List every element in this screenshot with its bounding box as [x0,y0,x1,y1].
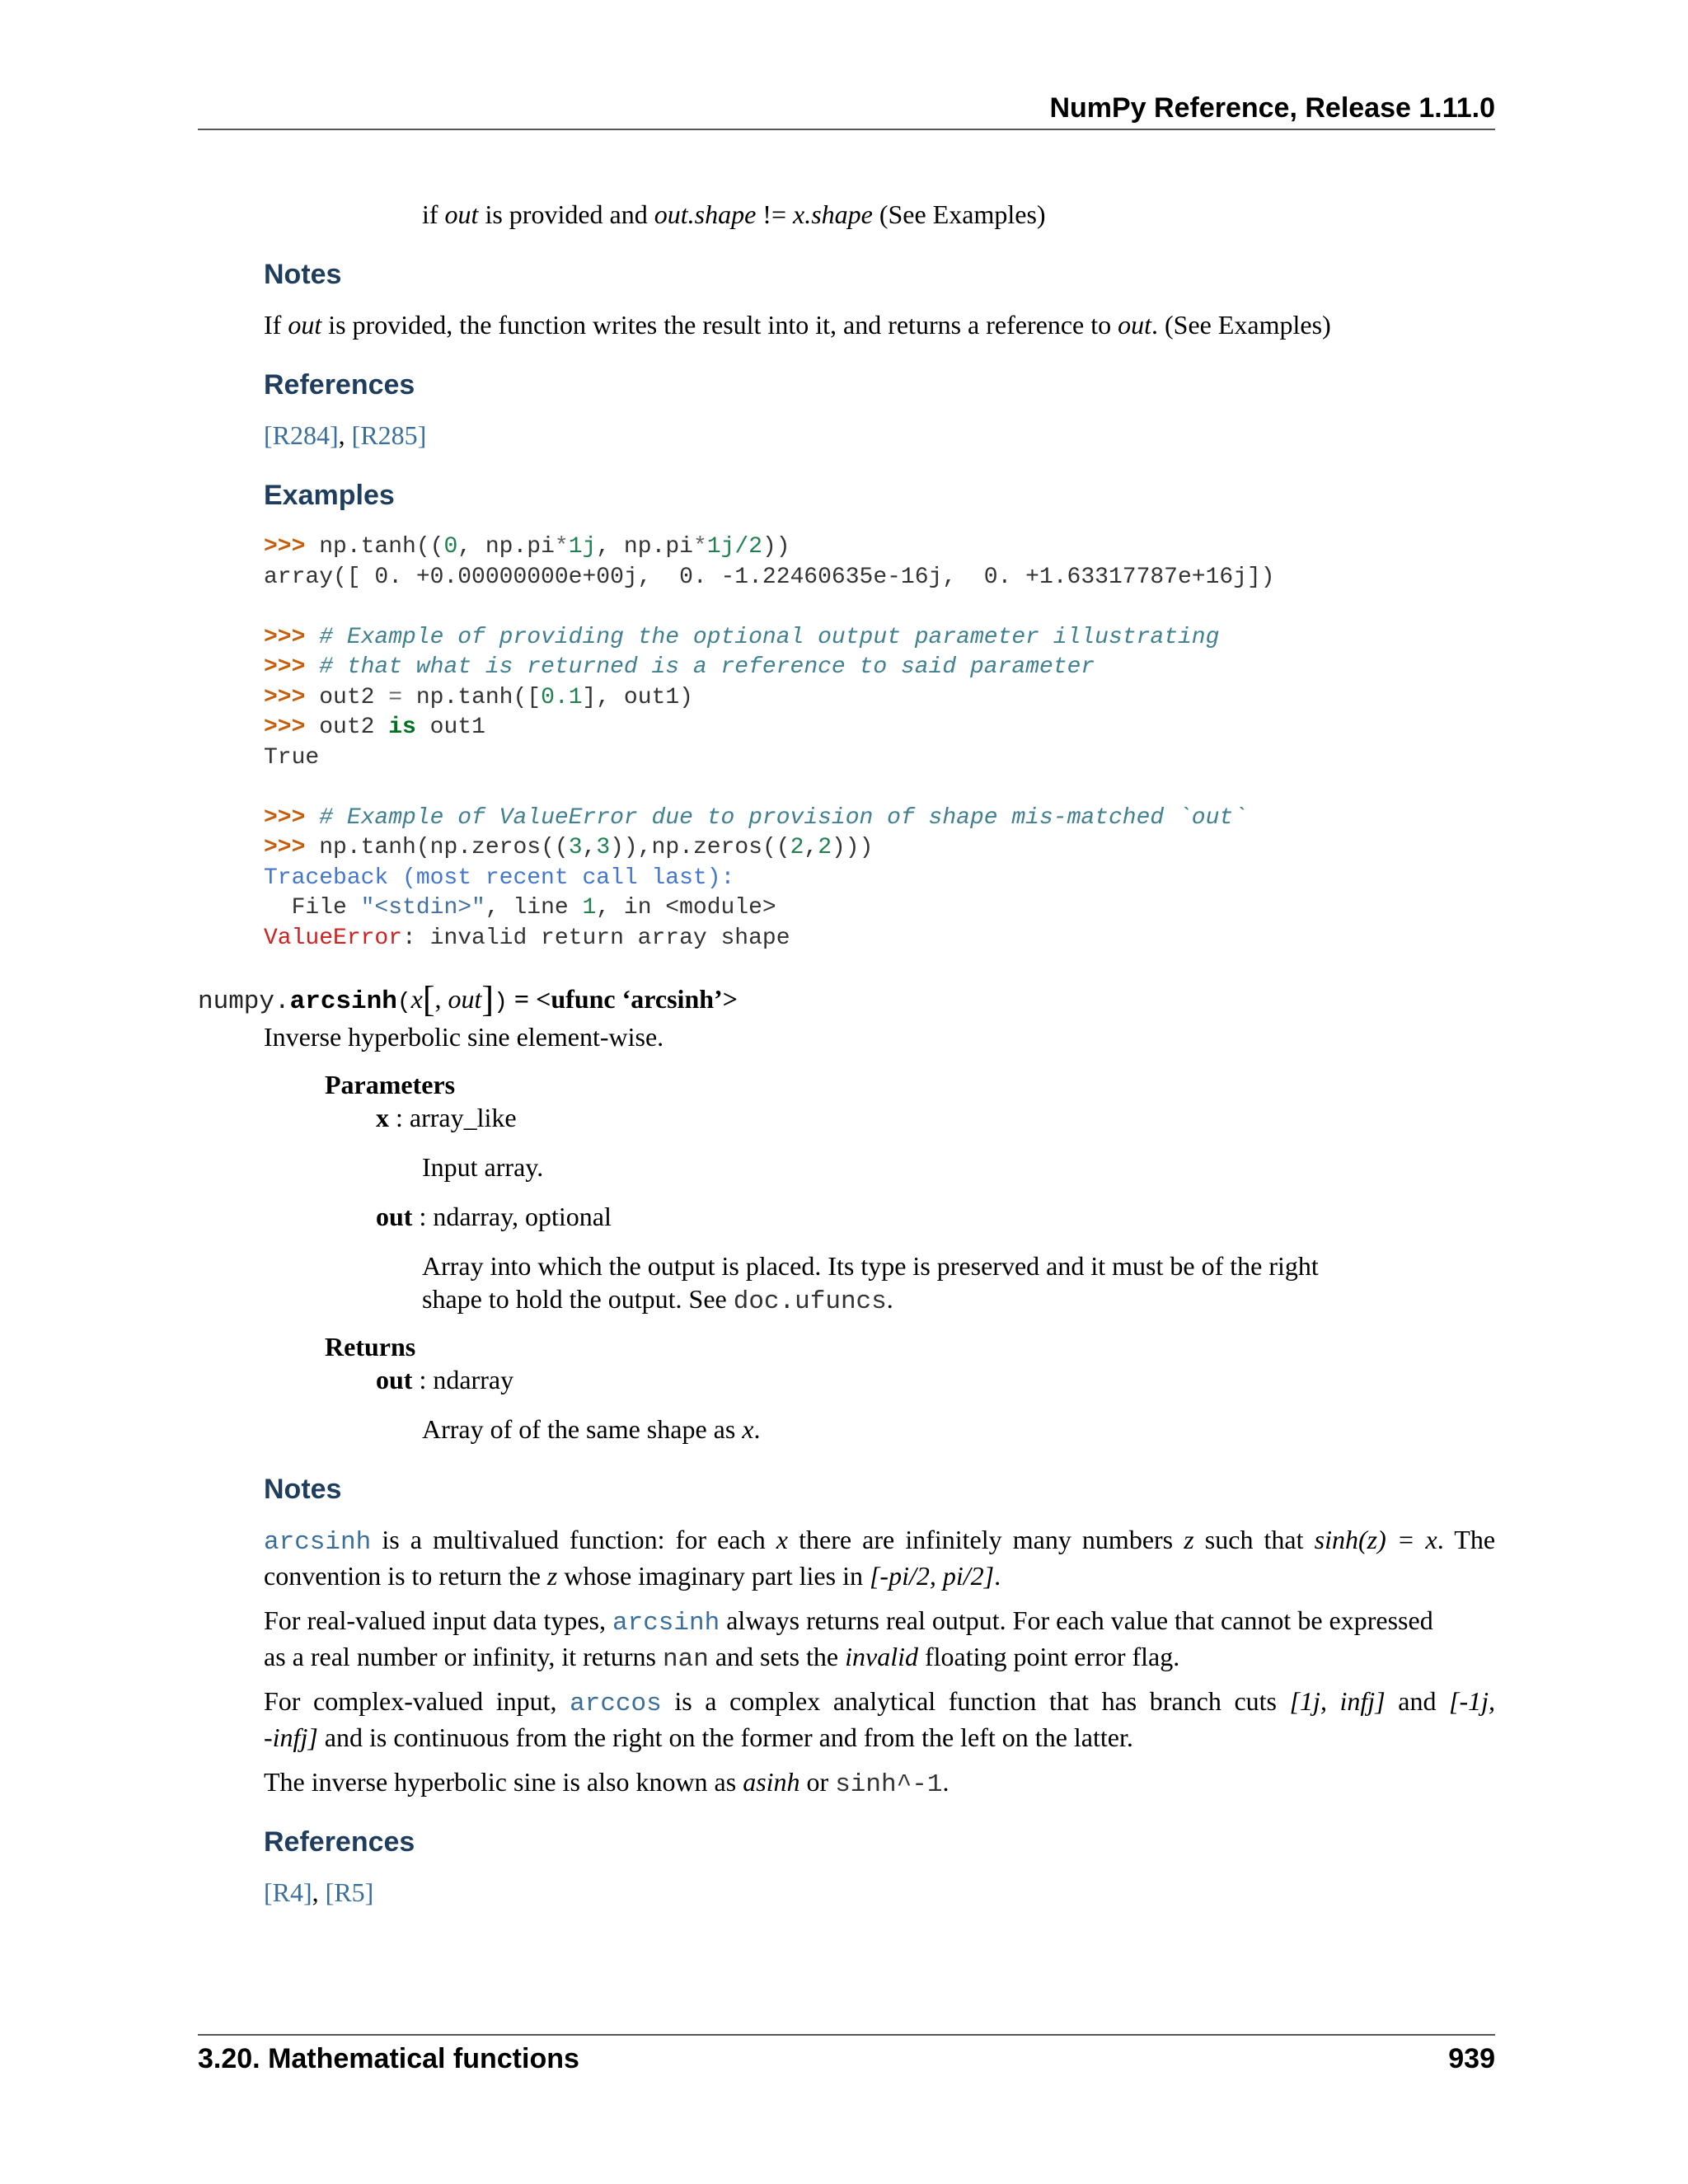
references: [R4], [R5] [264,1877,374,1907]
tanh-notes-text: If out is provided, the function writes the result into it, and returns a reference to out. (See Examples) [264,310,1331,340]
return-out-description: Array of of the same shape as x. [422,1414,761,1444]
tanh-references-heading: References [264,369,415,401]
raises-description: if out is provided and out.shape != x.shape (See Examples) [422,199,1046,229]
code-line: >>> np.tanh((0, np.pi*1j, np.pi*1j/2)) [264,534,790,560]
function-signature: numpy.arcsinh(x[, out]) = <ufunc ‘arcsinh’> [198,979,738,1019]
code-line: File "<stdin>", line 1, in <module> [264,895,776,921]
code-line: ValueError: invalid return array shape [264,925,790,951]
code-line: >>> # Example of ValueError due to provision of shape mis-matched `out` [264,804,1248,831]
param-out-description-cont: shape to hold the output. See doc.ufuncs. [422,1284,893,1316]
code-line: >>> out2 is out1 [264,715,485,740]
arcsinh-link[interactable]: arcsinh [612,1609,720,1638]
notes-paragraph-1: arcsinh is a multivalued function: for each x there are infinitely many numbers z such that sinh(z) = x. The convention is to return the z whose imaginary part lies in [-pi/2, pi/2]. [264,1525,1496,1591]
ref-r4-link[interactable]: [R4] [264,1877,312,1907]
ref-r284-link[interactable]: [R284] [264,420,339,450]
header-rule [198,129,1495,130]
notes-paragraph-2: For real-valued input data types, arcsinh always returns real output. For each value that cannot be expressed as a real number or infinity, it returns nan and sets the invalid floating point error flag. [264,1605,1433,1674]
param-x: x : array_like [376,1103,517,1132]
param-out: out : ndarray, optional [376,1202,612,1231]
tanh-references: [R284], [R285] [264,420,427,450]
notes-paragraph-3: For complex-valued input, arccos is a complex analytical function that has branch cuts [1j, infj] and [-1j, -infj] and is continuous from the right on the former and from the left on the latter. [264,1686,1496,1752]
page-number: 939 [1448,2043,1495,2074]
return-out: out : ndarray [376,1365,514,1394]
notes-paragraph-4: The inverse hyperbolic sine is also known as asinh or sinh^-1. [264,1767,950,1799]
running-header: NumPy Reference, Release 1.11.0 [1049,92,1495,124]
code-line: >>> out2 = np.tanh([0.1], out1) [264,684,693,710]
tanh-notes-heading: Notes [264,259,342,290]
ref-r285-link[interactable]: [R285] [351,420,427,450]
function-summary: Inverse hyperbolic sine element-wise. [264,1022,664,1052]
param-x-description: Input array. [422,1152,544,1182]
arcsinh-link[interactable]: arcsinh [264,1528,372,1557]
param-out-description: Array into which the output is placed. Its type is preserved and it must be of the right [422,1251,1319,1281]
notes-heading: Notes [264,1474,342,1505]
code-line: >>> # that what is returned is a reference to said parameter [264,654,1095,680]
examples-code-block [264,532,1275,954]
parameters-heading: Parameters [325,1070,456,1099]
ref-r5-link[interactable]: [R5] [325,1877,374,1907]
examples-heading: Examples [264,480,395,511]
returns-heading: Returns [325,1332,416,1361]
footer-rule [198,2034,1495,2036]
code-line: >>> np.tanh(np.zeros((3,3)),np.zeros((2,2))) [264,835,874,860]
code-line: array([ 0. +0.00000000e+00j, 0. -1.22460635e-16j, 0. +1.63317787e+16j]) [264,564,1275,590]
code-line: True [264,744,320,771]
references-heading: References [264,1826,415,1858]
code-line: Traceback (most recent call last): [264,865,735,891]
footer-section: 3.20. Mathematical functions [198,2043,579,2074]
code-line: >>> # Example of providing the optional output parameter illustrating [264,624,1220,650]
arccos-link[interactable]: arccos [570,1690,662,1718]
